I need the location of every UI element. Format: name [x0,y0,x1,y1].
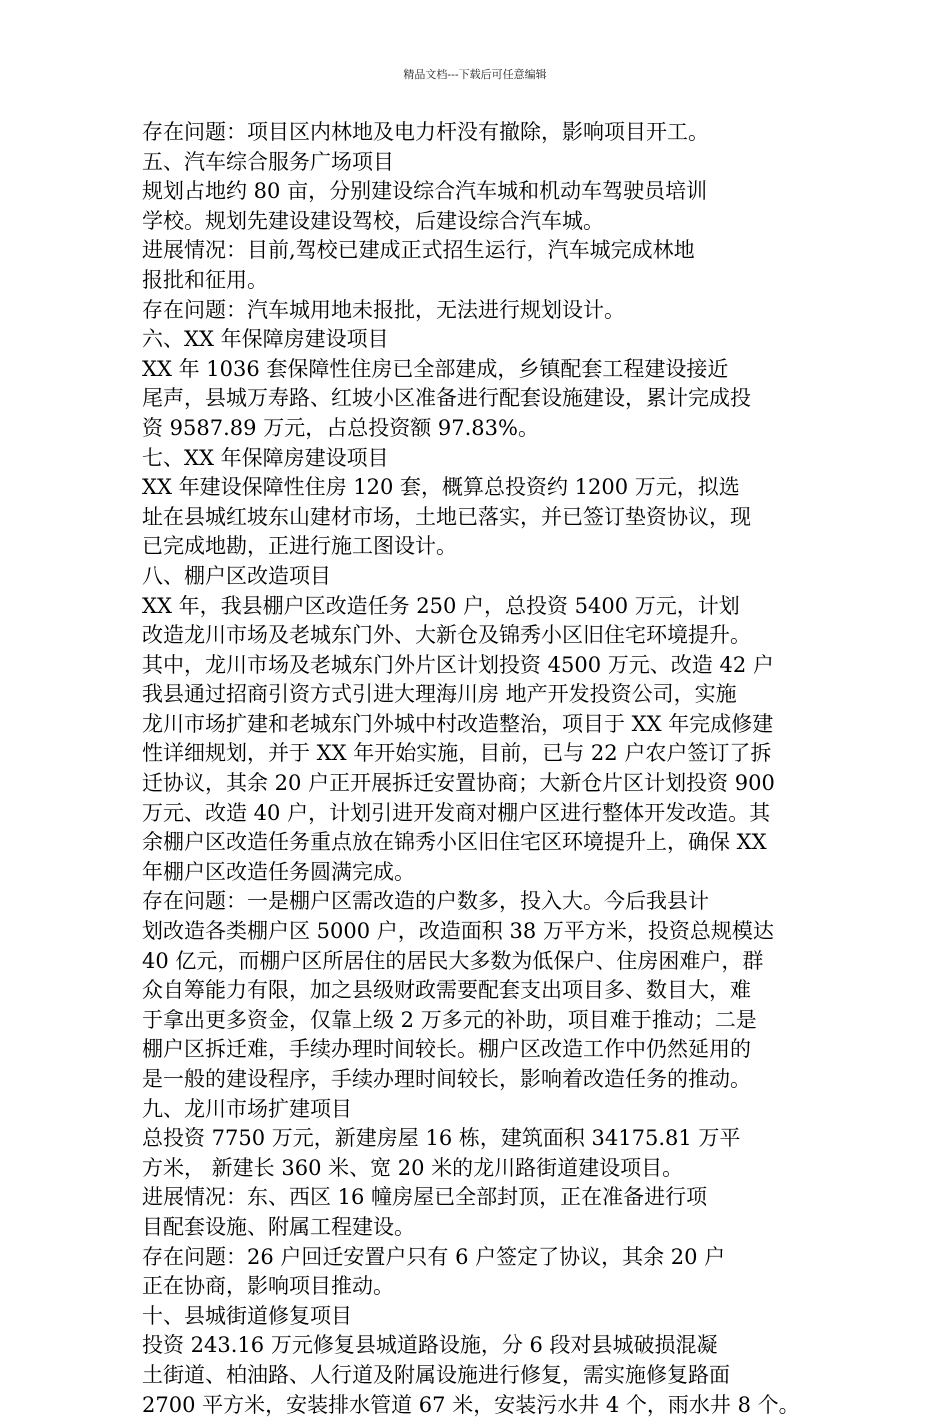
text-line: 方米， 新建长 360 米、宽 20 米的龙川路街道建设项目。 [142,1155,684,1180]
text-line: 万元、改造 40 户，计划引进开发商对棚户区进行整体开发改造。其 [142,800,771,825]
section-heading: 七、XX 年保障房建设项目 [142,445,389,470]
text-line: 存在问题：26 户回迁安置户只有 6 户签定了协议，其余 20 户 [142,1244,726,1269]
document-body [142,118,810,1420]
text-line: 改造龙川市场及老城东门外、大新仓及锦秀小区旧住宅环境提升。 [142,623,751,648]
text-line: 划改造各类棚户区 5000 户，改造面积 38 万平方米，投资总规模达 [142,919,774,944]
text-line: 学校。规划先建设建设驾校，后建设综合汽车城。 [142,208,604,233]
text-line: 40 亿元，而棚户区所居住的居民大多数为低保户、住房困难户，群 [142,948,764,973]
text-line: XX 年，我县棚户区改造任务 250 户，总投资 5400 万元，计划 [142,593,740,618]
text-line: 年棚户区改造任务圆满完成。 [142,859,415,884]
text-line: 众自筹能力有限，加之县级财政需要配套支出项目多、数目大，难 [142,978,751,1003]
text-line: XX 年 1036 套保障性住房已全部建成，乡镇配套工程建设接近 [142,356,729,381]
text-line: 报批和征用。 [142,267,268,292]
text-line: 规划占地约 80 亩，分别建设综合汽车城和机动车驾驶员培训 [142,179,708,204]
text-line: 其中，龙川市场及老城东门外片区计划投资 4500 万元、改造 42 户 [142,652,774,677]
section-heading: 八、棚户区改造项目 [142,563,331,588]
text-line: 址在县城红坡东山建材市场，土地已落实，并已签订垫资协议，现 [142,504,751,529]
text-line: 尾声，县城万寿路、红坡小区准备进行配套设施建设，累计完成投 [142,386,751,411]
text-line: 迁协议，其余 20 户正开展拆迁安置协商；大新仓片区计划投资 900 [142,771,775,796]
section-heading: 六、XX 年保障房建设项目 [142,327,389,352]
text-line: 于拿出更多资金，仅靠上级 2 万多元的补助，项目难于推动；二是 [142,1007,757,1032]
page-header: 精品文档---下载后可任意编辑 [403,68,547,81]
text-line: 资 9587.89 万元，占总投资额 97.83%。 [142,415,539,440]
text-line: 总投资 7750 万元，新建房屋 16 栋，建筑面积 34175.81 万平 [142,1126,741,1151]
section-heading: 九、龙川市场扩建项目 [142,1096,352,1121]
text-line: 投资 243.16 万元修复县城道路设施，分 6 段对县城破损混凝 [142,1333,718,1358]
text-line: 进展情况：东、西区 16 幢房屋已全部封顶，正在准备进行项 [142,1185,708,1210]
text-line: 已完成地勘，正进行施工图设计。 [142,534,457,559]
text-line: 龙川市场扩建和老城东门外城中村改造整治，项目于 XX 年完成修建 [142,711,774,736]
text-line: 正在协商，影响项目推动。 [142,1274,394,1299]
text-line: 性详细规划，并于 XX 年开始实施，目前，已与 22 户农户签订了拆 [142,741,772,766]
text-line: 目配套设施、附属工程建设。 [142,1214,415,1239]
text-line: 余棚户区改造任务重点放在锦秀小区旧住宅区环境提升上，确保 XX [142,830,767,855]
text-line: 是一般的建设程序，手续办理时间较长，影响着改造任务的推动。 [142,1067,751,1091]
section-heading: 五、汽车综合服务广场项目 [142,149,394,174]
text-line: 土街道、柏油路、人行道及附属设施进行修复，需实施修复路面 [142,1362,730,1387]
text-line: 2700 平方米，安装排水管道 67 米，安装污水井 4 个，雨水井 8 个。 [142,1392,800,1417]
text-line: 存在问题：项目区内林地及电力杆没有撤除，影响项目开工。 [142,120,709,144]
section-heading: 十、县城街道修复项目 [142,1303,352,1328]
text-line: 我县通过招商引资方式引进大理海川房 地产开发投资公司，实施 [142,682,737,707]
text-line: 存在问题：汽车城用地未报批，无法进行规划设计。 [142,297,625,322]
text-line: 棚户区拆迁难，手续办理时间较长。棚户区改造工作中仍然延用的 [142,1037,751,1062]
text-line: XX 年建设保障性住房 120 套，概算总投资约 1200 万元，拟选 [142,475,740,500]
text-line: 进展情况：目前,驾校已建成正式招生运行，汽车城完成林地 [142,238,695,263]
text-line: 存在问题：一是棚户区需改造的户数多，投入大。今后我县计 [142,889,709,914]
